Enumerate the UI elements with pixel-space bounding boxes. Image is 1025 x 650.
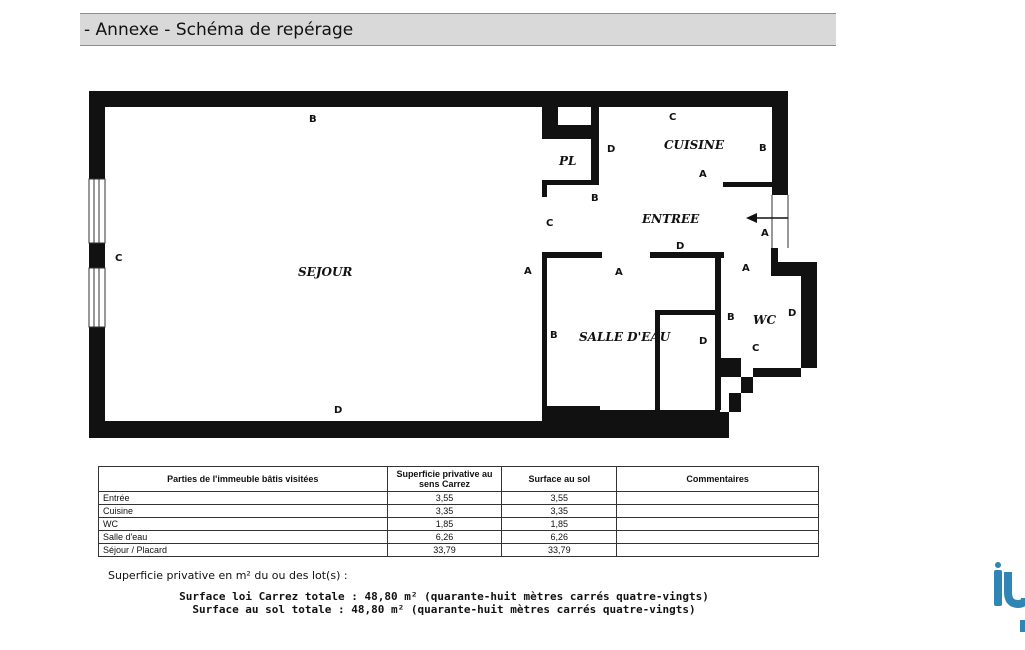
row-room: Cuisine [99,505,388,518]
room-label-entree: ENTREE [642,212,700,226]
row-comment [617,544,819,557]
room-label-pl: PL [559,154,577,168]
brand-logo [992,562,1025,634]
bath-top-wall-left [542,252,602,258]
table-row [99,518,819,531]
bath-top-wall-right [650,252,724,258]
row-room: Salle d'eau [99,531,388,544]
row-sol: 3,55 [502,492,617,505]
logo-icon [992,562,1025,634]
bath-bottom-block [542,406,600,438]
row-room: Séjour / Placard [99,544,388,557]
wall-stepped-corner [715,248,817,438]
wall-marker-entree-right: A [761,228,769,239]
placard-right-wall [591,107,599,185]
placard-left-stub [542,180,547,197]
annex-title: - Annexe - Schéma de repérage [84,20,354,40]
wall-marker-cuisine-top: C [669,112,677,123]
wall-marker-cuisine-left: D [607,144,616,155]
wall-marker-wc-top: A [742,263,750,274]
surface-note: Superficie privative en m² du ou des lot(s) : [108,569,348,582]
row-carrez: 3,55 [387,492,502,505]
row-sol: 1,85 [502,518,617,531]
col-header-commentaires: Commentaires [617,467,819,492]
wall-marker-sdb-top: A [615,267,623,278]
row-carrez: 6,26 [387,531,502,544]
wall-marker-entree-bottom: D [676,241,685,252]
wall-marker-sdb-bottom: C [620,409,628,420]
arrow-left-icon [746,213,788,223]
wall-marker-sdb-left: B [550,330,558,341]
row-comment [617,518,819,531]
entry-door [772,195,788,248]
table-header-row [99,467,819,492]
room-label-salle-deau: SALLE D'EAU [579,330,671,344]
wall-marker-sejour-bottom: D [334,405,343,416]
window-frame-lower [89,268,105,327]
row-sol: 33,79 [502,544,617,557]
wall-top-sejour [89,91,788,107]
wall-marker-wc-bottom: C [752,343,760,354]
row-sol: 6,26 [502,531,617,544]
wall-marker-entree-left: C [546,218,554,229]
row-carrez: 1,85 [387,518,502,531]
col-header-carrez: Superficie privative au sens Carrez [387,467,502,492]
row-comment [617,531,819,544]
surface-table [98,466,819,557]
window-frame-upper [89,179,105,243]
row-comment [617,505,819,518]
total-sol: Surface au sol totale : 48,80 m² (quarante-huit mètres carrés quatre-vingts) [192,603,696,616]
row-sol: 3,35 [502,505,617,518]
wall-marker-wc-left: B [727,312,735,323]
row-carrez: 33,79 [387,544,502,557]
row-room: Entrée [99,492,388,505]
room-label-cuisine: CUISINE [664,138,725,152]
table-row [99,505,819,518]
wall-marker-cuisine-right: B [759,143,767,154]
wall-marker-wc-right: D [788,308,797,319]
col-header-parties: Parties de l'immeuble bâtis visitées [99,467,388,492]
wc-bottom-wall [721,358,741,377]
wc-left-wall [715,252,721,410]
room-label-wc: WC [753,313,777,327]
wall-marker-sdb-right: D [699,336,708,347]
table-row [99,531,819,544]
wall-right-upper [772,91,788,195]
wall-marker-sejour-right: A [524,266,532,277]
row-comment [617,492,819,505]
bath-inner-wall [655,310,715,315]
table-row [99,492,819,505]
row-carrez: 3,35 [387,505,502,518]
room-label-sejour: SEJOUR [298,265,353,279]
wall-marker-cuisine-bottom: A [699,169,707,180]
wall-marker-pl-bottom: B [591,193,599,204]
row-room: WC [99,518,388,531]
bath-bottom-wall [600,410,720,438]
kitchen-bottom-wall [723,182,772,187]
table-row [99,544,819,557]
wall-left-upper [89,91,105,179]
total-carrez: Surface loi Carrez totale : 48,80 m² (quarante-huit mètres carrés quatre-vingts) [179,590,709,603]
wall-marker-sejour-top: B [309,114,317,125]
placard-block [542,107,558,139]
wall-left-pillar [89,243,105,268]
col-header-sol: Surface au sol [502,467,617,492]
placard-bottom [542,180,599,185]
wall-marker-sejour-left: C [115,253,123,264]
